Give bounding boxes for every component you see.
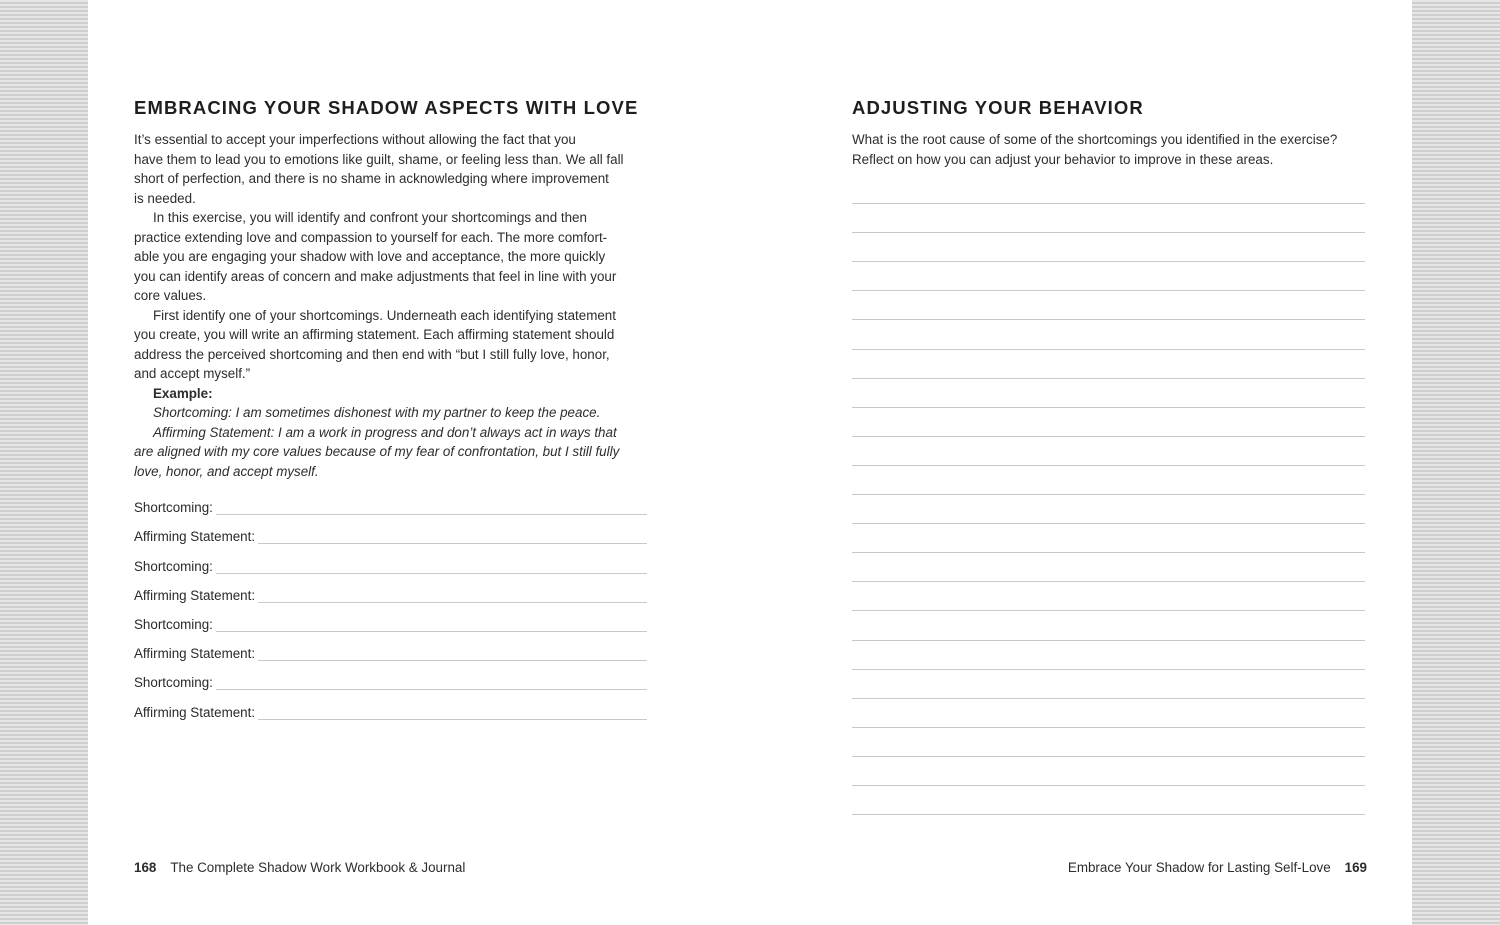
intro-line: is needed. bbox=[134, 190, 196, 206]
intro-text bbox=[134, 130, 649, 481]
journal-line[interactable] bbox=[852, 262, 1365, 291]
affirming-label: Affirming Statement: bbox=[134, 587, 256, 603]
example-affirming-line: Affirming Statement: I am a work in progress and don’t always act in ways that bbox=[153, 424, 617, 440]
affirming-write-line[interactable] bbox=[258, 542, 647, 544]
shortcoming-label: Shortcoming: bbox=[134, 500, 213, 516]
journal-line[interactable] bbox=[852, 670, 1365, 699]
journal-line[interactable] bbox=[852, 786, 1365, 815]
intro-line: have them to lead you to emotions like guilt, shame, or feeling less than. We all fall bbox=[134, 151, 624, 167]
right-footer bbox=[1068, 860, 1367, 875]
journal-line[interactable] bbox=[852, 408, 1365, 437]
affirming-row[interactable] bbox=[134, 517, 647, 546]
example-affirming-line: are aligned with my core values because of my fear of confrontation, but I still fully bbox=[134, 444, 620, 459]
left-heading: EMBRACING YOUR SHADOW ASPECTS WITH LOVE bbox=[134, 97, 639, 118]
journal-line[interactable] bbox=[852, 233, 1365, 262]
shortcoming-write-line[interactable] bbox=[216, 513, 647, 515]
journal-line[interactable] bbox=[852, 699, 1365, 728]
affirming-row[interactable] bbox=[134, 692, 647, 721]
affirming-label: Affirming Statement: bbox=[134, 529, 256, 545]
page-number-right: 169 bbox=[1344, 860, 1367, 875]
journal-line[interactable] bbox=[852, 611, 1365, 640]
intro-line: short of perfection, and there is no shame in acknowledging where improvement bbox=[134, 171, 609, 186]
journal-line[interactable] bbox=[852, 437, 1365, 466]
affirming-write-line[interactable] bbox=[258, 659, 647, 661]
journal-line[interactable] bbox=[852, 524, 1365, 553]
example-label: Example: bbox=[153, 385, 213, 401]
affirming-row[interactable] bbox=[134, 634, 647, 663]
journal-line[interactable] bbox=[852, 291, 1365, 320]
affirming-row[interactable] bbox=[134, 576, 647, 605]
affirming-label: Affirming Statement: bbox=[134, 646, 256, 662]
running-title-left: The Complete Shadow Work Workbook & Journal bbox=[170, 860, 466, 875]
journal-line[interactable] bbox=[852, 466, 1365, 495]
example-affirming-line: love, honor, and accept myself. bbox=[134, 463, 319, 479]
shortcoming-label: Shortcoming: bbox=[134, 558, 213, 574]
instruction-line: you create, you will write an affirming statement. Each affirming statement should bbox=[134, 327, 615, 342]
journal-line[interactable] bbox=[852, 495, 1365, 524]
instruction-line: address the perceived shortcoming and then end with “but I still fully love, honor, bbox=[134, 346, 610, 362]
journal-line[interactable] bbox=[852, 641, 1365, 670]
shortcoming-row[interactable] bbox=[134, 546, 647, 575]
instruction-line: and accept myself.” bbox=[134, 366, 251, 381]
journal-lines[interactable] bbox=[852, 175, 1365, 815]
journal-line[interactable] bbox=[852, 728, 1365, 757]
fill-in-section bbox=[134, 488, 647, 722]
prompt-line: What is the root cause of some of the shortcomings you identified in the exercise? bbox=[852, 132, 1338, 147]
shortcoming-write-line[interactable] bbox=[216, 572, 647, 574]
affirming-label: Affirming Statement: bbox=[134, 704, 256, 720]
prompt-text bbox=[852, 130, 1367, 169]
running-title-right: Embrace Your Shadow for Lasting Self-Love bbox=[1067, 860, 1331, 875]
left-footer bbox=[134, 860, 465, 875]
right-page bbox=[852, 0, 1367, 925]
affirming-write-line[interactable] bbox=[258, 718, 647, 720]
shortcoming-label: Shortcoming: bbox=[134, 675, 213, 691]
instruction-line: First identify one of your shortcomings. Underneath each identifying statement bbox=[153, 307, 616, 323]
journal-line[interactable] bbox=[852, 320, 1365, 349]
right-heading: ADJUSTING YOUR BEHAVIOR bbox=[852, 97, 1144, 118]
shortcoming-write-line[interactable] bbox=[216, 630, 647, 632]
example-shortcoming: Shortcoming: I am sometimes dishonest with my partner to keep the peace. bbox=[153, 405, 601, 420]
journal-line[interactable] bbox=[852, 204, 1365, 233]
journal-line[interactable] bbox=[852, 582, 1365, 611]
exercise-line: able you are engaging your shadow with love and acceptance, the more quickly bbox=[134, 249, 606, 264]
exercise-line: practice extending love and compassion to yourself for each. The more comfort- bbox=[134, 229, 608, 245]
shortcoming-write-line[interactable] bbox=[216, 688, 647, 690]
shortcoming-row[interactable] bbox=[134, 488, 647, 517]
exercise-line: In this exercise, you will identify and confront your shortcomings and then bbox=[153, 210, 587, 225]
affirming-write-line[interactable] bbox=[258, 601, 647, 603]
shortcoming-label: Shortcoming: bbox=[134, 616, 213, 632]
shortcoming-row[interactable] bbox=[134, 605, 647, 634]
left-page bbox=[134, 0, 649, 925]
journal-line[interactable] bbox=[852, 553, 1365, 582]
journal-line[interactable] bbox=[852, 350, 1365, 379]
book-spread bbox=[88, 0, 1412, 925]
prompt-line: Reflect on how you can adjust your behavior to improve in these areas. bbox=[852, 151, 1274, 167]
shortcoming-row[interactable] bbox=[134, 663, 647, 692]
intro-line: It’s essential to accept your imperfections without allowing the fact that you bbox=[134, 132, 576, 147]
journal-line[interactable] bbox=[852, 175, 1365, 204]
exercise-line: core values. bbox=[134, 288, 207, 303]
exercise-line: you can identify areas of concern and make adjustments that feel in line with your bbox=[134, 268, 617, 284]
journal-line[interactable] bbox=[852, 757, 1365, 786]
page-number-left: 168 bbox=[134, 860, 157, 875]
journal-line[interactable] bbox=[852, 379, 1365, 408]
